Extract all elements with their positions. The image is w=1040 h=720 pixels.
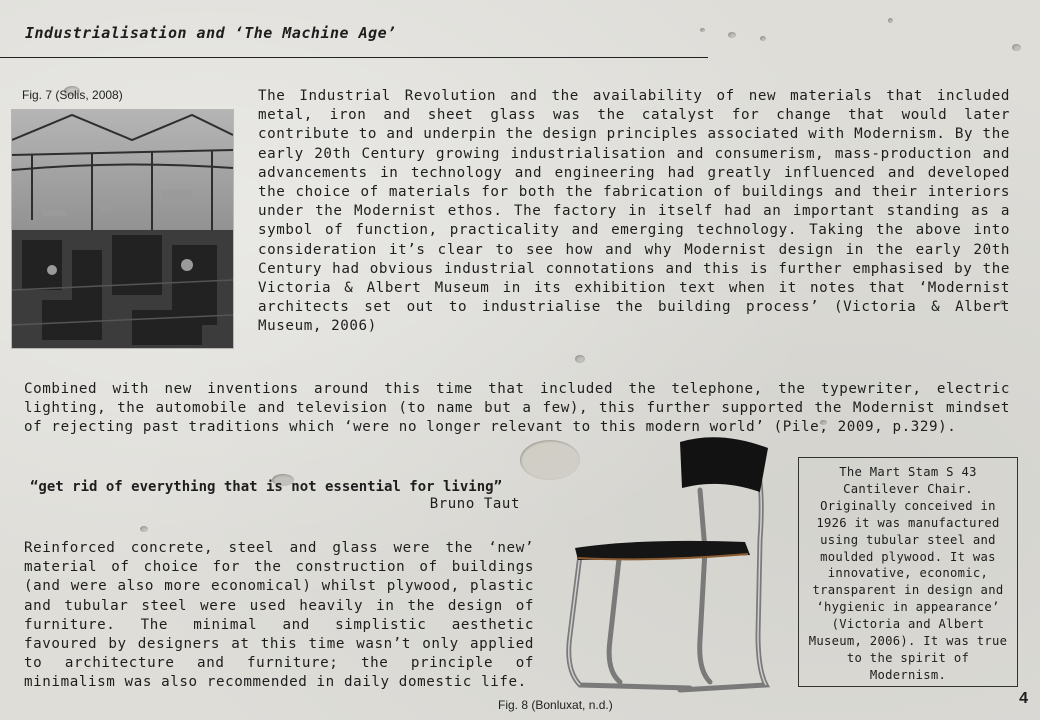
- texture-pit: [1012, 44, 1021, 51]
- texture-pit: [700, 28, 705, 32]
- texture-pit: [140, 526, 148, 532]
- texture-pit: [760, 36, 766, 41]
- texture-pit: [728, 32, 736, 38]
- paragraph-materials: Reinforced concrete, steel and glass were the ‘new’ material of choice for the construction of buildings (and were also more economical) whilst plywood, plastic and tubular steel were used heavily in the design of furniture. The minimal and simplistic aesthetic favoured by designers at this time wasn’t only applied to architecture and furniture; the principle of minimalism was also recommended in daily domestic life.: [24, 540, 534, 691]
- quote-text: “get rid of everything that is not essential for living”: [30, 479, 503, 495]
- page-title: Industrialisation and ‘The Machine Age’: [25, 24, 397, 42]
- page-number: 4: [1019, 690, 1028, 707]
- chair-description-box: The Mart Stam S 43 Cantilever Chair. Originally conceived in 1926 it was manufactured using tubular steel and moulded plywood. It was innovative, economic, transparent in design and ‘hygienic in appearance’ (Victoria and Albert Museum, 2006). It was true to the spirit of Modernism.: [798, 457, 1018, 687]
- title-underline: [0, 57, 708, 58]
- figure-8-caption: Fig. 8 (Bonluxat, n.d.): [498, 698, 613, 712]
- factory-illustration: [12, 110, 233, 348]
- paragraph-industrial-revolution: The Industrial Revolution and the availability of new materials that included metal, iron and sheet glass was the catalyst for change that would later contribute to and underpin the design principles associated with Modernism. By the early 20th Century growing industrialisation and consumerism, mass-production and advancements in technology and engineering had greatly influenced and developed the choice of materials for both the fabrication of buildings and their interiors under the Modernist ethos. The factory in itself had an important standing as a symbol of function, practicality and emerging technology. Taking the above into consideration it’s clear to see how and why Modernist design in the early 20th Century had obvious industrial connotations and this is further emphasised by the Victoria & Albert Museum in its exhibition text when it notes that ‘Modernist architects set out to industrialise the building process’ (Victoria & Albert Museum, 2006): [258, 88, 1010, 335]
- texture-pit: [575, 355, 585, 363]
- figure-7-caption: Fig. 7 (Solis, 2008): [22, 88, 123, 102]
- texture-pit: [888, 18, 893, 23]
- factory-photo: [12, 110, 233, 348]
- quote-author: Bruno Taut: [429, 496, 520, 512]
- cantilever-chair-image: [560, 430, 790, 708]
- paragraph-new-inventions: Combined with new inventions around this time that included the telephone, the typewriter, electric lighting, the automobile and television (to name but a few), this further supported the Modernist mindset of rejecting past traditions which ‘were no longer relevant to this modern world’ (Pile, 2009, p.329).: [24, 381, 1010, 436]
